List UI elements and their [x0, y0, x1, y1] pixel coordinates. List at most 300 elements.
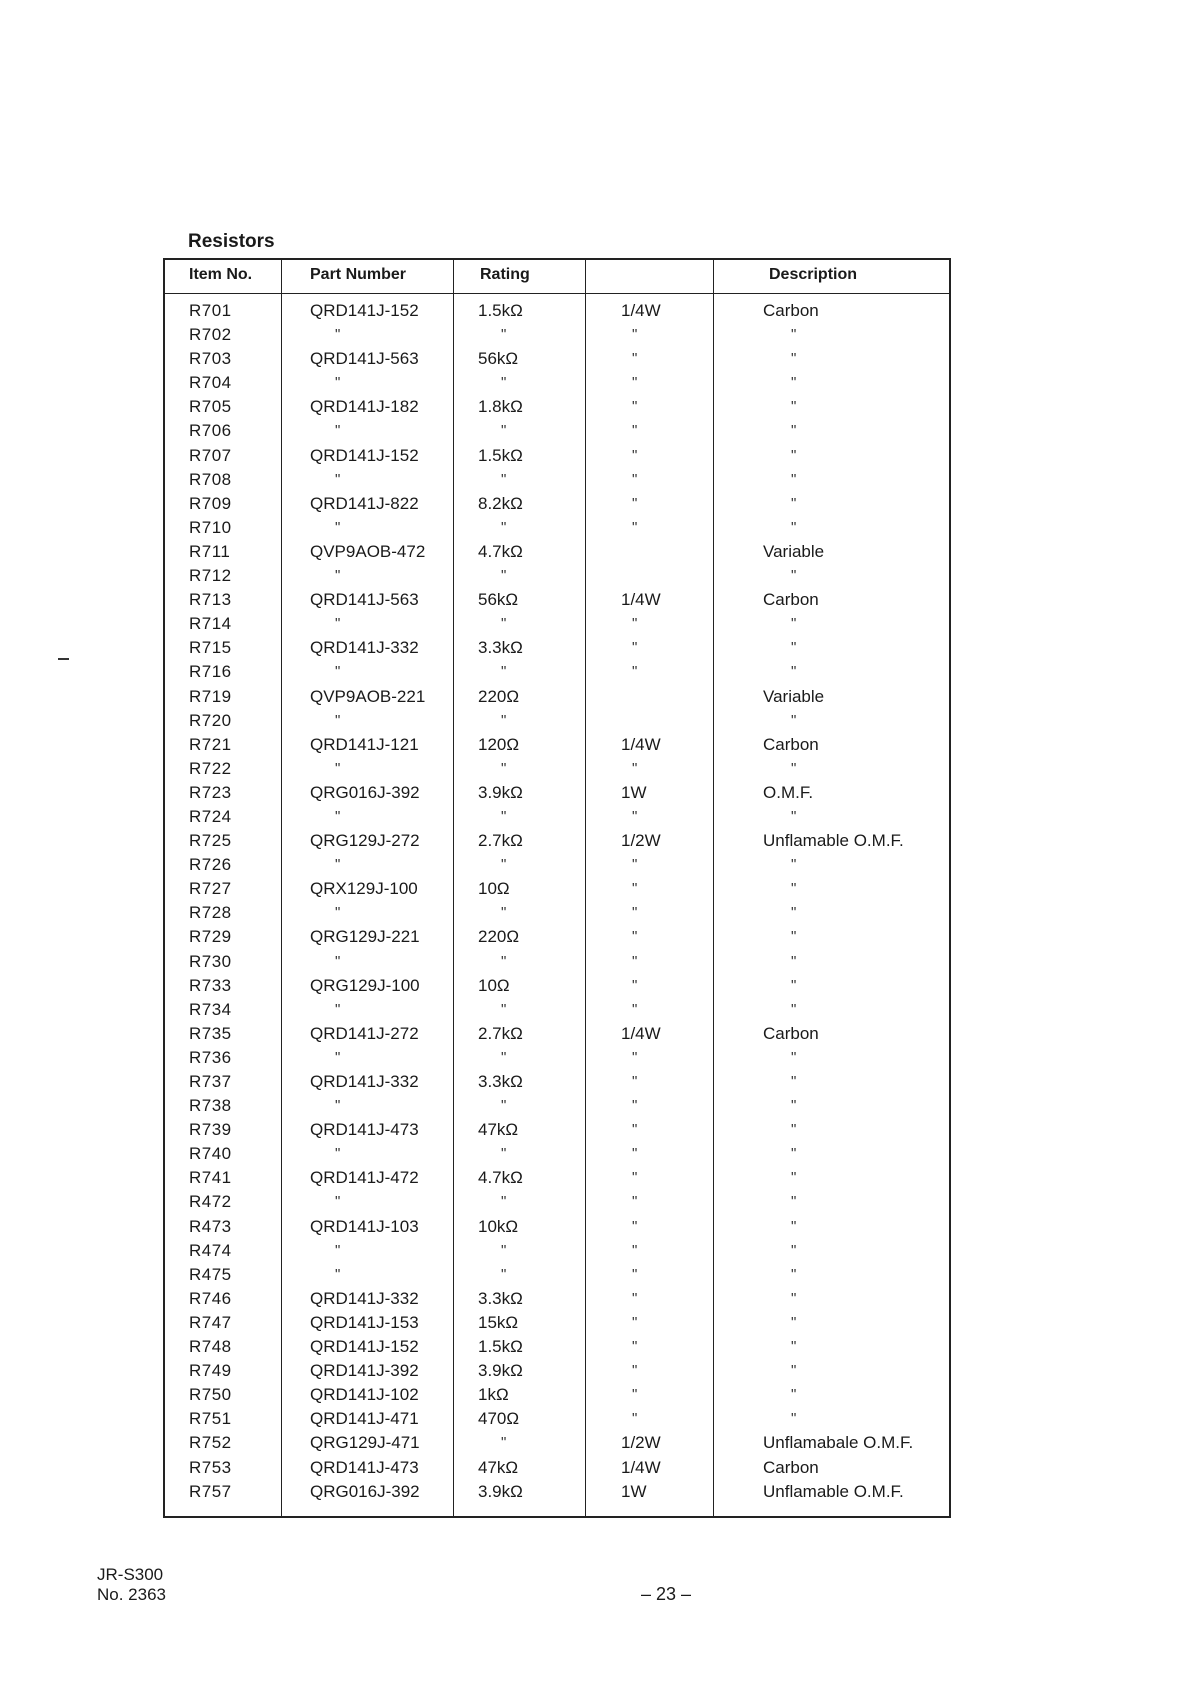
cell-description: " — [791, 1193, 798, 1211]
cell-description: " — [791, 1241, 798, 1259]
table-row — [165, 781, 949, 805]
cell-item-no: R747 — [189, 1312, 232, 1332]
cell-part-number: " — [335, 422, 342, 440]
cell-item-no: R712 — [189, 566, 232, 586]
cell-wattage: " — [632, 904, 639, 922]
cell-part-number: " — [335, 856, 342, 874]
table-row — [165, 1431, 949, 1455]
cell-rating: " — [501, 807, 508, 825]
table-row — [165, 1022, 949, 1046]
cell-item-no: R741 — [189, 1168, 232, 1188]
section-title: Resistors — [188, 231, 275, 252]
cell-wattage: " — [632, 350, 639, 368]
header-divider — [165, 293, 949, 294]
cell-item-no: R702 — [189, 325, 232, 345]
cell-part-number: QRD141J-473 — [310, 1457, 419, 1477]
cell-rating: 56kΩ — [478, 349, 519, 369]
cell-wattage: " — [632, 1338, 639, 1356]
cell-description: " — [791, 928, 798, 946]
cell-description: " — [791, 1313, 798, 1331]
cell-rating: 220Ω — [478, 686, 520, 706]
cell-item-no: R706 — [189, 421, 232, 441]
cell-rating: " — [501, 952, 508, 970]
cell-part-number: " — [335, 952, 342, 970]
cell-description: " — [791, 1338, 798, 1356]
cell-rating: 2.7kΩ — [478, 1023, 523, 1043]
cell-description: " — [791, 374, 798, 392]
table-row — [165, 612, 949, 636]
cell-part-number: " — [335, 1193, 342, 1211]
table-row — [165, 1094, 949, 1118]
cell-wattage: " — [632, 952, 639, 970]
table-row — [165, 660, 949, 684]
cell-rating: 15kΩ — [478, 1312, 519, 1332]
cell-description: " — [791, 1386, 798, 1404]
cell-wattage: " — [632, 615, 639, 633]
cell-rating: 47kΩ — [478, 1457, 519, 1477]
cell-wattage: " — [632, 1362, 639, 1380]
cell-part-number: QRD141J-103 — [310, 1216, 419, 1236]
table-row — [165, 588, 949, 612]
cell-rating: 120Ω — [478, 734, 520, 754]
cell-part-number: QRX129J-100 — [310, 879, 418, 899]
cell-description: Carbon — [763, 301, 819, 320]
cell-rating: 3.3kΩ — [478, 638, 523, 658]
cell-wattage: " — [632, 1121, 639, 1139]
table-row — [165, 757, 949, 781]
cell-part-number: QRG129J-221 — [310, 927, 420, 947]
cell-item-no: R735 — [189, 1023, 232, 1043]
table-row — [165, 1287, 949, 1311]
table-row — [165, 805, 949, 829]
cell-part-number: QRD141J-332 — [310, 638, 419, 658]
cell-description: " — [791, 639, 798, 657]
cell-description: Carbon — [763, 734, 819, 754]
cell-wattage: 1/4W — [621, 590, 661, 610]
cell-wattage: " — [632, 880, 639, 898]
cell-rating: 3.3kΩ — [478, 1072, 523, 1091]
cell-rating: " — [501, 904, 508, 922]
table-row — [165, 925, 949, 949]
cell-item-no: R703 — [189, 349, 232, 369]
cell-item-no: R750 — [189, 1385, 232, 1405]
cell-description: " — [791, 518, 798, 536]
table-row — [165, 564, 949, 588]
table-row — [165, 468, 949, 492]
cell-description: Carbon — [763, 1023, 819, 1043]
cell-item-no: R739 — [189, 1120, 232, 1140]
margin-mark — [58, 658, 69, 660]
table-row — [165, 950, 949, 974]
cell-rating: 1.5kΩ — [478, 445, 523, 465]
cell-wattage: 1W — [621, 1481, 647, 1501]
table-row — [165, 347, 949, 371]
cell-wattage: " — [632, 398, 639, 416]
cell-rating: " — [501, 567, 508, 585]
cell-description: " — [791, 567, 798, 585]
cell-rating: " — [501, 1193, 508, 1211]
cell-part-number: QRG016J-392 — [310, 782, 420, 802]
cell-wattage: " — [632, 856, 639, 874]
cell-part-number: " — [335, 1241, 342, 1259]
cell-part-number: QRG129J-100 — [310, 975, 420, 995]
cell-item-no: R729 — [189, 927, 232, 947]
header-item-no: Item No. — [189, 266, 253, 283]
cell-rating: 1.5kΩ — [478, 301, 523, 320]
cell-wattage: 1/4W — [621, 1023, 661, 1043]
table-row — [165, 1046, 949, 1070]
cell-rating: 8.2kΩ — [478, 493, 523, 513]
cell-description: " — [791, 1121, 798, 1139]
table-row — [165, 1263, 949, 1287]
cell-rating: " — [501, 663, 508, 681]
cell-wattage: " — [632, 1073, 639, 1090]
cell-description: " — [791, 759, 798, 777]
cell-rating: 3.9kΩ — [478, 1481, 523, 1501]
cell-part-number: QVP9AOB-221 — [310, 686, 426, 706]
cell-wattage: " — [632, 494, 639, 512]
cell-description: " — [791, 1289, 798, 1307]
cell-rating: " — [501, 518, 508, 536]
cell-description: " — [791, 1097, 798, 1115]
cell-wattage: " — [632, 1048, 639, 1066]
cell-item-no: R721 — [189, 734, 232, 754]
cell-description: " — [791, 663, 798, 681]
cell-wattage: " — [632, 759, 639, 777]
cell-description: " — [791, 398, 798, 416]
cell-part-number: " — [335, 1145, 342, 1163]
table-row — [165, 853, 949, 877]
cell-part-number: QRD141J-152 — [310, 445, 419, 465]
cell-wattage: " — [632, 470, 639, 488]
cell-part-number: " — [335, 1048, 342, 1066]
cell-rating: " — [501, 856, 508, 874]
cell-rating: 56kΩ — [478, 590, 519, 610]
cell-item-no: R705 — [189, 397, 232, 417]
cell-item-no: R751 — [189, 1409, 232, 1429]
cell-item-no: R736 — [189, 1047, 232, 1067]
cell-item-no: R711 — [189, 541, 231, 561]
cell-description: " — [791, 711, 798, 729]
table-row — [165, 877, 949, 901]
cell-rating: " — [501, 1434, 508, 1452]
cell-item-no: R474 — [189, 1240, 232, 1260]
cell-wattage: " — [632, 1169, 639, 1187]
cell-wattage: " — [632, 1000, 639, 1018]
table-row — [165, 733, 949, 757]
cell-item-no: R714 — [189, 614, 232, 634]
cell-rating: " — [501, 1000, 508, 1018]
cell-item-no: R725 — [189, 831, 232, 851]
table-row — [165, 419, 949, 443]
table-row — [165, 636, 949, 660]
cell-item-no: R719 — [189, 686, 232, 706]
cell-wattage: " — [632, 928, 639, 946]
cell-item-no: R723 — [189, 782, 232, 802]
cell-rating: " — [501, 470, 508, 488]
cell-item-no: R757 — [189, 1481, 232, 1501]
cell-item-no: R737 — [189, 1072, 232, 1091]
cell-description: " — [791, 904, 798, 922]
cell-wattage: " — [632, 422, 639, 440]
cell-rating: 47kΩ — [478, 1120, 519, 1140]
cell-part-number: " — [335, 1000, 342, 1018]
cell-rating: 1.8kΩ — [478, 397, 523, 417]
cell-item-no: R740 — [189, 1144, 232, 1164]
table-row — [165, 323, 949, 347]
cell-wattage: " — [632, 374, 639, 392]
cell-part-number: QRD141J-272 — [310, 1023, 419, 1043]
cell-rating: " — [501, 759, 508, 777]
cell-item-no: R749 — [189, 1361, 232, 1381]
cell-item-no: R753 — [189, 1457, 232, 1477]
cell-description: " — [791, 350, 798, 368]
cell-wattage: 1/4W — [621, 1457, 661, 1477]
cell-rating: 10kΩ — [478, 1216, 519, 1236]
cell-description: " — [791, 615, 798, 633]
table-row — [165, 1480, 949, 1504]
cell-item-no: R710 — [189, 517, 232, 537]
cell-part-number: QRD141J-822 — [310, 493, 419, 513]
cell-description: " — [791, 1145, 798, 1163]
table-row — [165, 1383, 949, 1407]
cell-item-no: R734 — [189, 999, 232, 1019]
cell-wattage: " — [632, 1386, 639, 1404]
table-row — [165, 1215, 949, 1239]
cell-description: " — [791, 976, 798, 994]
cell-wattage: " — [632, 1217, 639, 1235]
cell-part-number: QRD141J-563 — [310, 349, 419, 369]
cell-part-number: QRD141J-332 — [310, 1288, 419, 1308]
cell-rating: " — [501, 1241, 508, 1259]
table-row — [165, 540, 949, 564]
cell-description: Unflamable O.M.F. — [763, 1481, 904, 1501]
cell-description: Variable — [763, 541, 825, 561]
table-row — [165, 685, 949, 709]
cell-description: " — [791, 446, 798, 464]
cell-item-no: R724 — [189, 806, 232, 826]
cell-wattage: " — [632, 1241, 639, 1259]
cell-rating: 1.5kΩ — [478, 1337, 523, 1357]
cell-part-number: " — [335, 1265, 342, 1283]
cell-part-number: QRD141J-392 — [310, 1361, 419, 1381]
cell-item-no: R704 — [189, 373, 232, 393]
cell-description: Unflamable O.M.F. — [763, 831, 904, 851]
cell-part-number: QRD141J-182 — [310, 397, 419, 417]
cell-item-no: R722 — [189, 758, 232, 778]
cell-description: " — [791, 856, 798, 874]
cell-rating: 3.9kΩ — [478, 1361, 523, 1381]
cell-rating: 1kΩ — [478, 1385, 509, 1405]
cell-item-no: R748 — [189, 1337, 232, 1357]
cell-description: " — [791, 880, 798, 898]
cell-part-number: " — [335, 326, 342, 344]
cell-wattage: " — [632, 326, 639, 344]
table-row — [165, 1142, 949, 1166]
cell-description: " — [791, 494, 798, 512]
cell-rating: " — [501, 1145, 508, 1163]
cell-wattage: 1W — [621, 782, 647, 802]
cell-description: " — [791, 1000, 798, 1018]
cell-rating: 3.9kΩ — [478, 782, 523, 802]
table-row — [165, 974, 949, 998]
header-rating: Rating — [480, 266, 530, 283]
cell-part-number: " — [335, 567, 342, 585]
cell-item-no: R473 — [189, 1216, 232, 1236]
model-number: JR-S300 — [97, 1565, 164, 1584]
cell-part-number: " — [335, 759, 342, 777]
cell-rating: " — [501, 1097, 508, 1115]
cell-rating: 10Ω — [478, 975, 510, 995]
cell-part-number: " — [335, 374, 342, 392]
table-row — [165, 395, 949, 419]
cell-part-number: QRD141J-152 — [310, 301, 419, 320]
cell-description: " — [791, 1048, 798, 1066]
cell-part-number: " — [335, 663, 342, 681]
cell-part-number: QRD141J-563 — [310, 590, 419, 610]
table-row — [165, 492, 949, 516]
cell-wattage: " — [632, 1145, 639, 1163]
cell-item-no: R716 — [189, 662, 232, 682]
cell-wattage: " — [632, 639, 639, 657]
cell-description: " — [791, 1169, 798, 1187]
cell-item-no: R715 — [189, 638, 232, 658]
cell-wattage: 1/2W — [621, 1433, 661, 1453]
cell-part-number: QRD141J-102 — [310, 1385, 419, 1405]
cell-description: O.M.F. — [763, 782, 814, 802]
cell-item-no: R727 — [189, 879, 232, 899]
table-row — [165, 1359, 949, 1383]
cell-part-number: QRG129J-471 — [310, 1433, 420, 1453]
cell-wattage: " — [632, 1265, 639, 1283]
cell-rating: " — [501, 1048, 508, 1066]
cell-description: " — [791, 1362, 798, 1380]
cell-description: " — [791, 422, 798, 440]
table-row — [165, 1190, 949, 1214]
cell-part-number: " — [335, 615, 342, 633]
cell-rating: 470Ω — [478, 1409, 520, 1429]
cell-wattage: " — [632, 1313, 639, 1331]
cell-wattage: " — [632, 663, 639, 681]
page-number: – 23 – — [641, 1584, 692, 1604]
cell-part-number: " — [335, 1097, 342, 1115]
cell-description: Carbon — [763, 590, 819, 610]
cell-wattage: 1/4W — [621, 301, 661, 320]
cell-part-number: " — [335, 807, 342, 825]
table-row — [165, 299, 949, 323]
cell-description: " — [791, 1217, 798, 1235]
cell-rating: 4.7kΩ — [478, 1168, 523, 1188]
cell-item-no: R707 — [189, 445, 232, 465]
cell-wattage: " — [632, 1289, 639, 1307]
cell-item-no: R720 — [189, 710, 232, 730]
cell-part-number: QRD141J-153 — [310, 1312, 419, 1332]
cell-description: Unflamabale O.M.F. — [763, 1433, 914, 1453]
cell-rating: " — [501, 422, 508, 440]
cell-wattage: " — [632, 518, 639, 536]
table-body — [165, 299, 949, 1504]
cell-rating: 10Ω — [478, 879, 510, 899]
table-row — [165, 709, 949, 733]
cell-wattage: " — [632, 446, 639, 464]
cell-part-number: " — [335, 904, 342, 922]
cell-rating: " — [501, 326, 508, 344]
cell-wattage: " — [632, 807, 639, 825]
table-row — [165, 1456, 949, 1480]
cell-description: " — [791, 1265, 798, 1283]
table-row — [165, 1407, 949, 1431]
cell-rating: " — [501, 615, 508, 633]
cell-description: " — [791, 326, 798, 344]
cell-item-no: R726 — [189, 855, 232, 875]
cell-rating: 4.7kΩ — [478, 541, 523, 561]
cell-item-no: R730 — [189, 951, 232, 971]
table-row — [165, 1239, 949, 1263]
cell-description: Variable — [763, 686, 825, 706]
cell-item-no: R701 — [189, 301, 232, 320]
cell-part-number: QRG016J-392 — [310, 1481, 420, 1501]
table-row — [165, 1311, 949, 1335]
table-row — [165, 371, 949, 395]
cell-wattage: " — [632, 1097, 639, 1115]
cell-part-number: QRD141J-471 — [310, 1409, 419, 1429]
table-row — [165, 901, 949, 925]
cell-part-number: QRG129J-272 — [310, 831, 420, 851]
cell-part-number: QRD141J-472 — [310, 1168, 419, 1188]
cell-part-number: " — [335, 470, 342, 488]
cell-rating: 220Ω — [478, 927, 520, 947]
cell-wattage: " — [632, 976, 639, 994]
cell-item-no: R475 — [189, 1264, 232, 1284]
cell-item-no: R713 — [189, 590, 232, 610]
cell-item-no: R746 — [189, 1288, 232, 1308]
cell-part-number: QRD141J-332 — [310, 1072, 419, 1091]
cell-item-no: R738 — [189, 1096, 232, 1116]
cell-wattage: " — [632, 1410, 639, 1428]
table-row — [165, 1335, 949, 1359]
table-row — [165, 516, 949, 540]
cell-item-no: R708 — [189, 469, 232, 489]
cell-rating: " — [501, 1265, 508, 1283]
cell-wattage: " — [632, 1193, 639, 1211]
cell-part-number: QRD141J-121 — [310, 734, 419, 754]
cell-part-number: " — [335, 518, 342, 536]
document-number: No. 2363 — [97, 1585, 166, 1604]
table-row — [165, 1118, 949, 1142]
cell-item-no: R709 — [189, 493, 232, 513]
cell-part-number: QRD141J-152 — [310, 1337, 419, 1357]
cell-rating: " — [501, 374, 508, 392]
cell-rating: 2.7kΩ — [478, 831, 523, 851]
cell-description: " — [791, 1073, 798, 1090]
cell-part-number: QRD141J-473 — [310, 1120, 419, 1140]
header-part-number: Part Number — [310, 266, 407, 283]
resistor-table — [163, 258, 951, 1518]
cell-wattage: 1/4W — [621, 734, 661, 754]
header-description: Description — [769, 266, 858, 283]
cell-description: " — [791, 470, 798, 488]
cell-rating: 3.3kΩ — [478, 1288, 523, 1308]
cell-item-no: R733 — [189, 975, 232, 995]
cell-item-no: R472 — [189, 1192, 232, 1212]
cell-description: " — [791, 807, 798, 825]
cell-part-number: " — [335, 711, 342, 729]
cell-description: " — [791, 952, 798, 970]
table-row — [165, 1070, 949, 1094]
cell-description: Carbon — [763, 1457, 819, 1477]
table-row — [165, 1166, 949, 1190]
table-row — [165, 998, 949, 1022]
